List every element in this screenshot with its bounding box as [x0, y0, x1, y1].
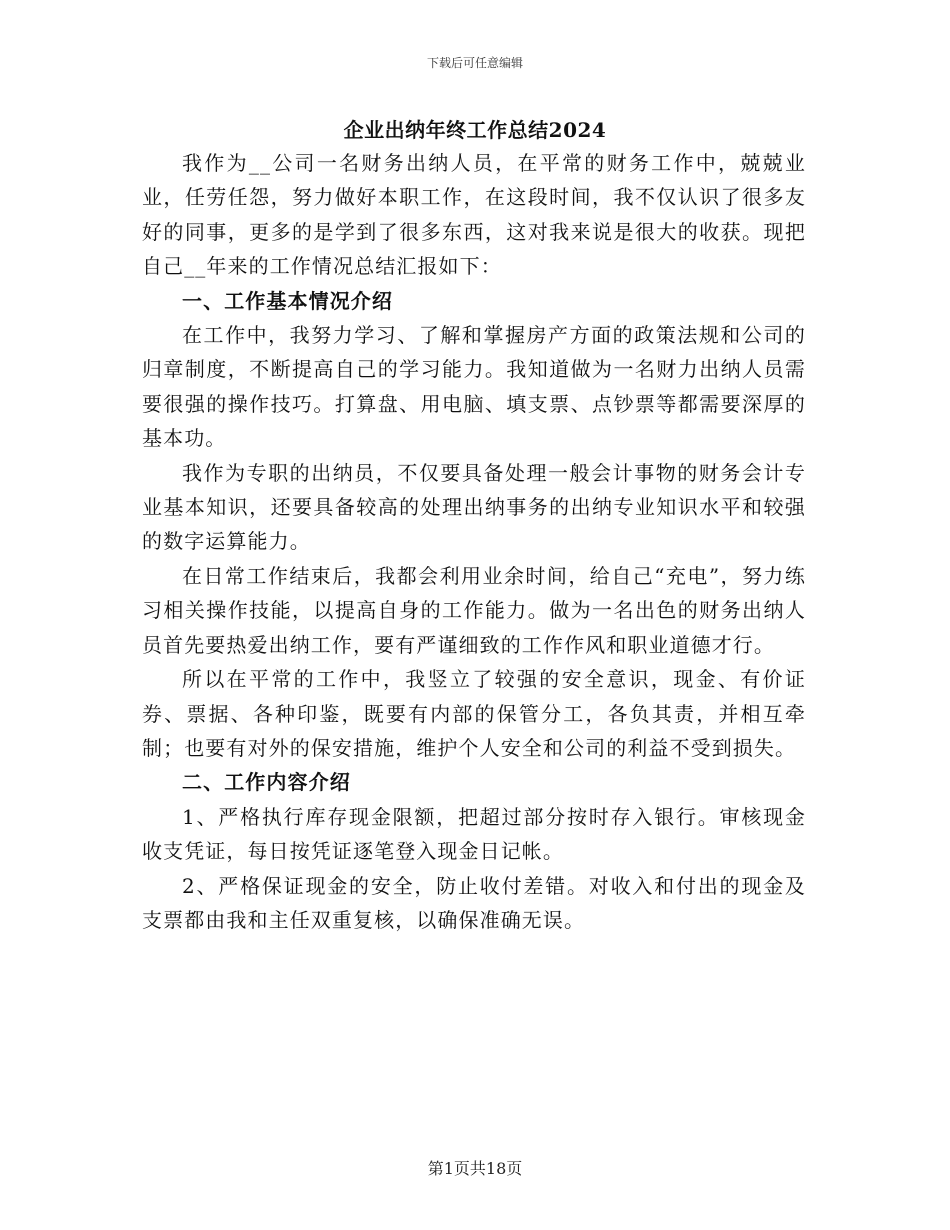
- page-footer: 第1页共18页: [427, 1159, 523, 1178]
- section-heading-content: 二、工作内容介绍: [182, 770, 351, 795]
- document-body: [142, 146, 806, 937]
- section-heading-basic: 一、工作基本情况介绍: [182, 288, 393, 313]
- list-item: 1、严格执行库存现金限额，把超过部分按时存入银行。审核现金收支凭证，每日按凭证逐笔登入现金日记帐。: [142, 804, 806, 864]
- header-note: 下载后可任意编辑: [426, 56, 523, 70]
- body-paragraph: 在日常工作结束后，我都会利用业余时间，给自己“充电”，努力练习相关操作技能，以提高自身的工作能力。做为一名出色的财务出纳人员首先要热爱出纳工作，要有严谨细致的工作作风和职业道德才行。: [142, 563, 806, 657]
- body-paragraph: 在工作中，我努力学习、了解和掌握房产方面的政策法规和公司的归章制度，不断提高自己的学习能力。我知道做为一名财力出纳人员需要很强的操作技巧。打算盘、用电脑、填支票、点钞票等都需要深厚的基本功。: [142, 323, 806, 451]
- document-title: 企业出纳年终工作总结2024: [343, 118, 607, 142]
- body-paragraph: 我作为专职的出纳员，不仅要具备处理一般会计事物的财务会计专业基本知识，还要具备较高的处理出纳事务的出纳专业知识水平和较强的数字运算能力。: [142, 460, 806, 554]
- intro-paragraph: 我作为__公司一名财务出纳人员，在平常的财务工作中，兢兢业业，任劳任怨，努力做好本职工作，在这段时间，我不仅认识了很多友好的同事，更多的是学到了很多东西，这对我来说是很大的收获。现把自己__年来的工作情况总结汇报如下：: [142, 151, 806, 279]
- list-item: 2、严格保证现金的安全，防止收付差错。对收入和付出的现金及支票都由我和主任双重复核，以确保准确无误。: [142, 873, 806, 932]
- body-paragraph: 所以在平常的工作中，我竖立了较强的安全意识，现金、有价证券、票据、各种印鉴，既要有内部的保管分工，各负其责，并相互牵制；也要有对外的保安措施，维护个人安全和公司的利益不受到损失。: [142, 667, 806, 760]
